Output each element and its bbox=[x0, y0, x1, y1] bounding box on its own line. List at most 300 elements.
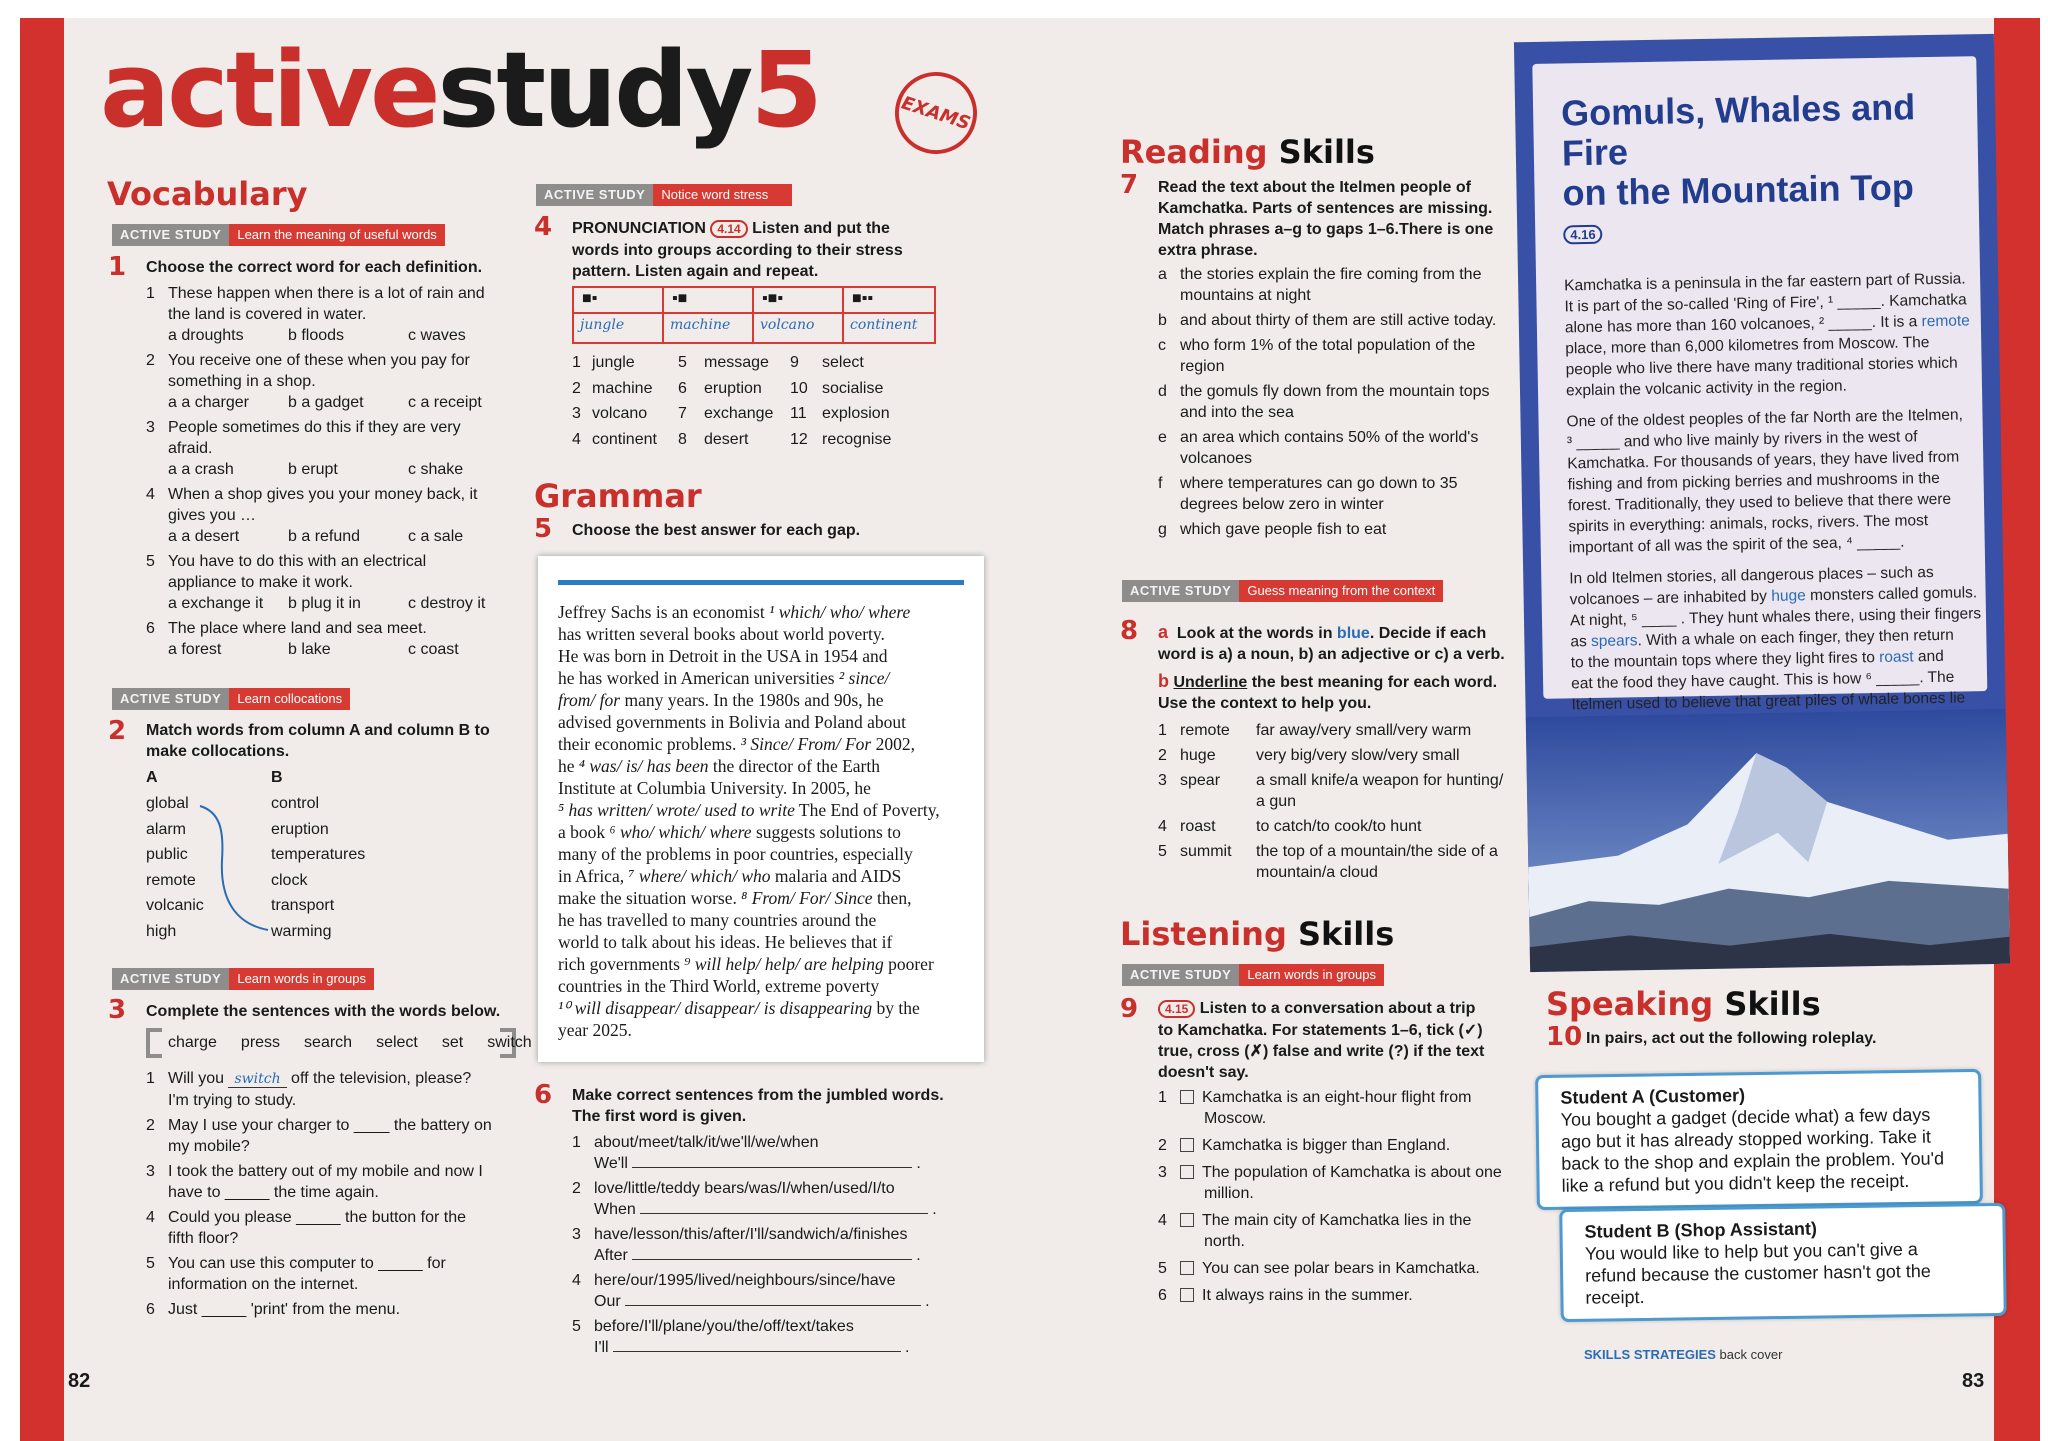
jumbled-item bbox=[572, 1316, 952, 1358]
phrase-text: and about thirty of them are still active today. bbox=[1180, 312, 1497, 329]
collocation-word[interactable]: transport bbox=[271, 897, 335, 914]
word-row bbox=[572, 429, 912, 455]
collocation-word[interactable]: clock bbox=[271, 871, 308, 889]
question-number: 1 bbox=[146, 285, 155, 302]
jumbled-item bbox=[572, 1270, 952, 1312]
article-line: explain the volcanic activity in the region. bbox=[1565, 377, 1848, 400]
column-a-head: A bbox=[146, 769, 158, 786]
meaning-item bbox=[1158, 841, 1518, 883]
meaning-body[interactable] bbox=[1256, 841, 1498, 883]
audio-track-badge[interactable]: 4.16 bbox=[1563, 225, 1603, 245]
meaning-word: remote bbox=[1180, 722, 1230, 739]
grammar-heading: Grammar bbox=[534, 477, 702, 515]
meaning-options[interactable]: very big/very slow/very small bbox=[1256, 747, 1460, 764]
phrase-item bbox=[1158, 381, 1518, 423]
instruction-line: 4.15 Listen to a conversation about a trip bbox=[1158, 998, 1484, 1020]
text-line: Jeffrey Sachs is an economist ¹ which/ who/ where bbox=[558, 602, 911, 622]
statement-line: north. bbox=[1204, 1233, 1245, 1250]
option-c[interactable]: c shake bbox=[408, 461, 464, 478]
collocation-word[interactable]: control bbox=[271, 795, 320, 812]
collocation-word[interactable]: remote bbox=[146, 871, 196, 889]
question-body bbox=[168, 484, 478, 547]
phrase-body bbox=[1180, 519, 1386, 540]
question-number: 3 bbox=[146, 419, 155, 436]
gap-choices[interactable]: ⁴ was/ is/ has been bbox=[578, 756, 709, 776]
question-item bbox=[146, 283, 526, 346]
statement-line: Moscow. bbox=[1204, 1110, 1267, 1127]
phrase-letter: b bbox=[1158, 312, 1167, 329]
jumbled-number: 1 bbox=[572, 1134, 581, 1151]
statement-item bbox=[1158, 1285, 1528, 1306]
statement-body bbox=[1180, 1162, 1502, 1204]
roleplay-line: receipt. bbox=[1585, 1286, 1645, 1308]
gap-choices[interactable]: ¹⁰ will disappear/ disappear/ is disappearing bbox=[558, 998, 873, 1018]
meaning-body[interactable] bbox=[1256, 770, 1503, 812]
phrase-letter: c bbox=[1158, 337, 1166, 354]
vocabulary-questions bbox=[146, 283, 526, 664]
text-line: Institute at Columbia University. In 2005, he bbox=[558, 778, 871, 798]
statement-line: million. bbox=[1204, 1185, 1254, 1202]
exercise-number: 9 bbox=[1120, 994, 1139, 1024]
sentence-body bbox=[168, 1207, 466, 1249]
answer-line[interactable]: After . bbox=[594, 1247, 921, 1264]
meaning-options[interactable]: a gun bbox=[1256, 793, 1297, 810]
option-c[interactable]: c a receipt bbox=[408, 394, 482, 411]
collocation-word[interactable]: public bbox=[146, 846, 188, 863]
collocation-word[interactable]: warming bbox=[271, 922, 332, 940]
text-line: ⁵ has written/ wrote/ used to write The End of Poverty, bbox=[558, 800, 940, 820]
highlighted-word[interactable]: remote bbox=[1921, 312, 1970, 331]
question-number: 5 bbox=[146, 553, 155, 570]
phrase-body bbox=[1180, 335, 1475, 377]
question-item bbox=[146, 350, 526, 413]
option-c[interactable]: c coast bbox=[408, 641, 459, 658]
stress-column bbox=[664, 288, 754, 342]
meaning-item bbox=[1158, 745, 1518, 766]
sentence-line: have to _____ the time again. bbox=[168, 1184, 379, 1201]
jumbled-item bbox=[572, 1224, 952, 1266]
option-c[interactable]: c destroy it bbox=[408, 595, 486, 612]
meaning-body[interactable] bbox=[1256, 720, 1471, 741]
statement-item bbox=[1158, 1210, 1528, 1252]
gap-choices[interactable]: ¹ which/ who/ where bbox=[769, 602, 911, 622]
pronunciation-word: desert bbox=[704, 430, 749, 448]
pronunciation-word: exchange bbox=[704, 405, 774, 422]
option-b[interactable]: b erupt bbox=[288, 461, 338, 478]
phrase-body bbox=[1180, 310, 1496, 331]
question-text: the land is covered in water. bbox=[168, 306, 367, 323]
phrase-item bbox=[1158, 264, 1518, 306]
meaning-number: 1 bbox=[1158, 722, 1167, 739]
highlighted-word[interactable]: huge bbox=[1771, 587, 1806, 606]
box-rule bbox=[558, 580, 964, 585]
roleplay-line: You bought a gadget (decide what) a few days bbox=[1560, 1104, 1931, 1130]
option-a[interactable]: a a charger bbox=[168, 394, 249, 411]
phrase-letter: g bbox=[1158, 521, 1167, 538]
sentence-line: fifth floor? bbox=[168, 1230, 239, 1247]
collocation-word[interactable]: volcanic bbox=[146, 897, 204, 914]
answer-options bbox=[168, 526, 478, 547]
exercise-instruction: Match words from column A and column B to make collocations. bbox=[146, 722, 490, 760]
option-a[interactable]: a a desert bbox=[168, 528, 240, 545]
gap-choices[interactable]: ² since/ bbox=[838, 668, 890, 688]
option-c[interactable]: c waves bbox=[408, 327, 466, 344]
jumbled-words: before/I'll/plane/you/the/off/text/takes bbox=[594, 1318, 854, 1335]
roleplay-line: ago but it has already stopped working. Take it bbox=[1560, 1126, 1932, 1152]
jumbled-body bbox=[594, 1132, 921, 1174]
article-line: alone has more than 160 volcanoes, ² _____. It is a remote bbox=[1564, 312, 1970, 337]
sentence-line: Just _____ 'print' from the menu. bbox=[168, 1301, 401, 1318]
exercise-number: 8 bbox=[1120, 616, 1139, 646]
phrase-text: the stories explain the fire coming from the bbox=[1180, 266, 1482, 283]
student-a-title: Student A (Customer) bbox=[1560, 1085, 1746, 1108]
word-number: 9 bbox=[790, 354, 799, 371]
phrase-list bbox=[1158, 264, 1518, 544]
left-red-margin bbox=[20, 18, 64, 1441]
question-text: afraid. bbox=[168, 440, 213, 457]
sentence-number: 4 bbox=[146, 1209, 155, 1226]
exercise-number: 6 bbox=[534, 1080, 553, 1110]
answer-start: I'll bbox=[594, 1339, 609, 1356]
answer-line[interactable]: Our . bbox=[594, 1293, 930, 1310]
sentence-item bbox=[146, 1207, 526, 1249]
jumbled-words: about/meet/talk/it/we'll/we/when bbox=[594, 1134, 819, 1151]
stress-pattern: ▪■▪ bbox=[754, 288, 842, 314]
word-box-word: charge bbox=[168, 1034, 217, 1051]
answer-checkbox[interactable] bbox=[1180, 1288, 1194, 1302]
question-number: 2 bbox=[146, 352, 155, 369]
column-b-head: B bbox=[271, 769, 283, 786]
article-line: ³ _____ and who live mainly by rivers in the west of bbox=[1566, 428, 1918, 452]
article-line: It is part of the so-called 'Ring of Fire', ¹ _____. Kamchatka bbox=[1564, 291, 1967, 316]
stress-example: jungle bbox=[580, 317, 625, 333]
meaning-options[interactable]: the top of a mountain/the side of a bbox=[1256, 843, 1498, 860]
page-number-right: 83 bbox=[1962, 1370, 1985, 1392]
question-number: 6 bbox=[146, 620, 155, 637]
option-b[interactable]: b lake bbox=[288, 641, 331, 658]
question-item bbox=[146, 618, 526, 660]
exercise-instruction bbox=[1158, 998, 1484, 1083]
jumbled-words: here/our/1995/lived/neighbours/since/have bbox=[594, 1272, 896, 1289]
sentence-line: I took the battery out of my mobile and now I bbox=[168, 1163, 483, 1180]
stress-pattern: ■▪ bbox=[574, 288, 662, 314]
exercise-instruction: In pairs, act out the following roleplay. bbox=[1586, 1030, 1877, 1047]
word-number: 8 bbox=[678, 430, 687, 448]
sentence-item bbox=[146, 1253, 526, 1295]
phrase-letter: f bbox=[1158, 475, 1163, 492]
answer-options bbox=[168, 639, 459, 660]
active-study-badge: ACTIVE STUDY Learn words in groups bbox=[112, 968, 374, 990]
answer-checkbox[interactable] bbox=[1180, 1261, 1194, 1275]
statement-item bbox=[1158, 1162, 1528, 1204]
answer-start: After bbox=[594, 1247, 628, 1264]
word-row bbox=[572, 352, 912, 378]
true-false-list bbox=[1158, 1087, 1528, 1312]
jumbled-item bbox=[572, 1178, 952, 1220]
option-c[interactable]: c a sale bbox=[408, 528, 464, 545]
collocation-word[interactable]: eruption bbox=[271, 820, 329, 838]
active-study-badge: ACTIVE STUDY Guess meaning from the context bbox=[1122, 580, 1443, 602]
article-line: people who live there have many traditional stories which bbox=[1565, 355, 1958, 379]
sentence-number: 6 bbox=[146, 1301, 155, 1318]
word-number: 7 bbox=[678, 405, 687, 422]
phrase-body bbox=[1180, 381, 1490, 423]
meaning-word: spear bbox=[1180, 772, 1221, 789]
student-b-title: Student B (Shop Assistant) bbox=[1584, 1218, 1818, 1242]
instruction-line: doesn't say. bbox=[1158, 1064, 1249, 1081]
gap-choices[interactable]: ⁵ has written/ wrote/ used to write bbox=[558, 800, 795, 820]
article-card bbox=[1532, 56, 1987, 714]
word-number: 1 bbox=[572, 354, 581, 371]
question-item bbox=[146, 484, 526, 547]
gap-choices[interactable]: ⁹ will help/ help/ are helping bbox=[684, 954, 884, 974]
sentence-line: Will you switch off the television, please? bbox=[168, 1070, 472, 1087]
answer-options bbox=[168, 459, 463, 480]
text-line: advised governments in Bolivia and Poland about bbox=[558, 712, 907, 732]
jumbled-number: 2 bbox=[572, 1180, 581, 1197]
jumbled-body bbox=[594, 1178, 937, 1220]
answer-blank[interactable] bbox=[613, 1337, 901, 1352]
pronunciation-word: select bbox=[822, 354, 864, 371]
sentence-item bbox=[146, 1115, 526, 1157]
statement-item bbox=[1158, 1087, 1528, 1129]
answer-checkbox[interactable] bbox=[1180, 1090, 1194, 1104]
sentence-line: May I use your charger to ____ the battery on bbox=[168, 1117, 492, 1134]
phrase-body bbox=[1180, 264, 1481, 306]
answer-options bbox=[168, 392, 482, 413]
sentence-number: 2 bbox=[146, 1117, 155, 1134]
gap-choices[interactable]: ⁶ who/ which/ where bbox=[609, 822, 752, 842]
exercise-number: 1 bbox=[108, 252, 127, 282]
phrase-text: degrees below zero in winter bbox=[1180, 496, 1384, 513]
meaning-options[interactable]: a small knife/a weapon for hunting/ bbox=[1256, 772, 1504, 789]
phrase-text: the gomuls fly down from the mountain tops bbox=[1180, 383, 1490, 400]
option-b[interactable]: b plug it in bbox=[288, 595, 361, 612]
answer-line[interactable]: I'll . bbox=[594, 1339, 910, 1356]
sentence-item bbox=[146, 1161, 526, 1203]
exercise-instruction: Make correct sentences from the jumbled words. The first word is given. bbox=[572, 1087, 944, 1125]
text-line: he has travelled to many countries around the bbox=[558, 910, 877, 930]
statement-body bbox=[1180, 1087, 1471, 1129]
word-row bbox=[572, 403, 912, 429]
phrase-text: who form 1% of the total population of the bbox=[1180, 337, 1476, 354]
skills-strategies-note: SKILLS STRATEGIES back cover bbox=[1584, 1347, 1783, 1362]
option-a[interactable]: a exchange it bbox=[168, 595, 264, 612]
pronunciation-word: jungle bbox=[592, 354, 635, 371]
text-line: has written several books about world poverty. bbox=[558, 624, 885, 644]
answer-options bbox=[168, 593, 485, 614]
exercise-number: 2 bbox=[108, 716, 127, 746]
exercise-instruction: PRONUNCIATION 4.14 Listen and put the words into groups according to their stress pattern. Listen again and repeat. bbox=[572, 220, 903, 280]
roleplay-line: You would like to help but you can't give a bbox=[1584, 1239, 1918, 1264]
instruction-line: Kamchatka. Parts of sentences are missing. bbox=[1158, 200, 1493, 217]
handwritten-answer: switch bbox=[228, 1071, 286, 1088]
question-body bbox=[168, 350, 482, 413]
sentence-line: information on the internet. bbox=[168, 1276, 359, 1293]
question-body bbox=[168, 551, 485, 614]
article-line: place, more than 6,000 kilometres from Moscow. The bbox=[1565, 334, 1930, 358]
collocation-word[interactable]: high bbox=[146, 922, 177, 940]
pronunciation-word: recognise bbox=[822, 430, 892, 448]
statement-number: 6 bbox=[1158, 1287, 1167, 1304]
exercise-instruction: Complete the sentences with the words below. bbox=[146, 1003, 501, 1020]
statement-body bbox=[1180, 1210, 1471, 1252]
instruction-line: true, cross (✗) false and write (?) if the text bbox=[1158, 1043, 1485, 1060]
answer-checkbox[interactable] bbox=[1180, 1213, 1194, 1227]
grammar-paragraph bbox=[558, 601, 964, 1041]
phrase-text: where temperatures can go down to 35 bbox=[1180, 475, 1458, 492]
option-b[interactable]: b a gadget bbox=[288, 394, 364, 411]
article-line: spirits in everything: animals, rocks, rivers. The most bbox=[1568, 512, 1929, 536]
text-line: year 2025. bbox=[558, 1020, 632, 1040]
highlighted-word[interactable]: spears bbox=[1590, 632, 1638, 651]
text-line: He was born in Detroit in the USA in 1954 and bbox=[558, 646, 888, 666]
exams-stamp: EXAMS bbox=[884, 61, 987, 164]
pronunciation-word: socialise bbox=[822, 379, 884, 397]
pronunciation-word: explosion bbox=[822, 405, 890, 422]
answer-checkbox[interactable] bbox=[1180, 1165, 1194, 1179]
statement-line: You can see polar bears in Kamchatka. bbox=[1180, 1258, 1480, 1279]
meaning-body[interactable] bbox=[1256, 816, 1421, 837]
option-a[interactable]: a droughts bbox=[168, 327, 244, 344]
text-line: a book ⁶ who/ which/ where suggests solutions to bbox=[558, 822, 901, 842]
meaning-item bbox=[1158, 770, 1518, 812]
word-number: 3 bbox=[572, 405, 581, 422]
student-b-card bbox=[1559, 1203, 2007, 1322]
stress-column bbox=[574, 288, 664, 342]
collocation-word[interactable]: global bbox=[146, 795, 189, 812]
text-line: world to talk about his ideas. He believes that if bbox=[558, 932, 893, 952]
word-number: 6 bbox=[678, 379, 687, 397]
exercise-number: 7 bbox=[1120, 170, 1139, 200]
answer-start: We'll bbox=[594, 1155, 628, 1172]
option-a[interactable]: a forest bbox=[168, 641, 222, 658]
stress-column bbox=[754, 288, 844, 342]
statement-body bbox=[1180, 1258, 1480, 1279]
answer-line[interactable]: We'll . bbox=[594, 1155, 921, 1172]
text-line: he ⁴ was/ is/ has been the director of the Earth bbox=[558, 756, 880, 776]
answer-start: Our bbox=[594, 1293, 621, 1310]
statement-number: 2 bbox=[1158, 1137, 1167, 1154]
meaning-options[interactable]: to catch/to cook/to hunt bbox=[1256, 818, 1422, 835]
exercise-instruction bbox=[1158, 177, 1493, 261]
phrase-text: and into the sea bbox=[1180, 404, 1294, 421]
word-number: 5 bbox=[678, 354, 687, 371]
word-number: 4 bbox=[572, 430, 581, 448]
answer-line[interactable]: When . bbox=[594, 1201, 937, 1218]
gap-choices[interactable]: ⁸ From/ For/ Since bbox=[741, 888, 873, 908]
meaning-options[interactable]: mountain/a cloud bbox=[1256, 864, 1378, 881]
word-row bbox=[572, 378, 912, 404]
roleplay-line: refund because the customer hasn't got the bbox=[1585, 1260, 1931, 1286]
highlighted-word[interactable]: roast bbox=[1879, 648, 1914, 667]
pronunciation-word: machine bbox=[592, 379, 653, 397]
statement-number: 5 bbox=[1158, 1260, 1167, 1277]
question-text: People sometimes do this if they are very bbox=[168, 419, 461, 436]
phrase-body bbox=[1180, 473, 1458, 515]
article-line: important of all was the spirit of the sea, ⁴ _____. bbox=[1568, 534, 1905, 557]
article-line: volcanoes – are inhabited by huge monsters called gomuls. bbox=[1569, 584, 1978, 609]
word-box-word: select bbox=[376, 1034, 418, 1051]
meaning-body[interactable] bbox=[1256, 745, 1460, 766]
phrase-text: mountains at night bbox=[1180, 287, 1311, 304]
jumbled-number: 3 bbox=[572, 1226, 581, 1243]
text-line: many of the problems in poor countries, especially bbox=[558, 844, 913, 864]
sentence-line: You can use this computer to _____ for bbox=[168, 1255, 446, 1272]
word-box-word: switch bbox=[487, 1034, 532, 1051]
text-line: rich governments ⁹ will help/ help/ are helping poorer bbox=[558, 954, 934, 974]
statement-number: 1 bbox=[1158, 1089, 1167, 1106]
phrase-text: which gave people fish to eat bbox=[1180, 521, 1387, 538]
article-line: forest. Traditionally, they used to believe that there were bbox=[1567, 491, 1952, 515]
instruction-line: Match phrases a–g to gaps 1–6.There is one bbox=[1158, 221, 1494, 238]
gap-choices[interactable]: ³ Since/ From/ For bbox=[740, 734, 872, 754]
roleplay-line: back to the shop and explain the problem. You'd bbox=[1561, 1148, 1945, 1174]
option-b[interactable]: b a refund bbox=[288, 528, 361, 545]
statement-line: Kamchatka is bigger than England. bbox=[1180, 1135, 1450, 1156]
answer-blank[interactable] bbox=[632, 1153, 912, 1168]
article-line: to the mountain tops where they light fires to roast and bbox=[1570, 648, 1944, 672]
answer-checkbox[interactable] bbox=[1180, 1138, 1194, 1152]
meaning-options[interactable]: far away/very small/very warm bbox=[1256, 722, 1472, 739]
meaning-number: 3 bbox=[1158, 772, 1167, 789]
answer-blank[interactable] bbox=[640, 1199, 928, 1214]
collocation-word[interactable]: temperatures bbox=[271, 846, 366, 863]
article-line: At night, ⁵ ____ . They hunt whales there, using their fingers bbox=[1569, 605, 1982, 630]
word-number: 10 bbox=[790, 379, 808, 397]
text-line: countries in the Third World, extreme poverty bbox=[558, 976, 880, 996]
article-line: fishing and from picking berries and mushrooms in the bbox=[1567, 470, 1940, 494]
meaning-item bbox=[1158, 720, 1518, 741]
stress-pattern: ▪■ bbox=[664, 288, 752, 314]
question-body bbox=[168, 618, 459, 660]
article-line: One of the oldest peoples of the far North are the Itelmen, bbox=[1566, 406, 1964, 431]
question-text: gives you … bbox=[168, 507, 257, 524]
phrase-item bbox=[1158, 427, 1518, 469]
option-a[interactable]: a a crash bbox=[168, 461, 234, 478]
answer-blank[interactable] bbox=[632, 1245, 912, 1260]
stress-pattern: ■▪▪ bbox=[844, 288, 934, 314]
instruction-line: Read the text about the Itelmen people of bbox=[1158, 179, 1471, 196]
question-text: These happen when there is a lot of rain and bbox=[168, 285, 485, 302]
question-text: something in a shop. bbox=[168, 373, 316, 390]
collocation-word[interactable]: alarm bbox=[146, 820, 187, 838]
pronunciation-word-list bbox=[572, 352, 912, 454]
grammar-text-box bbox=[538, 556, 984, 1062]
answer-blank[interactable] bbox=[625, 1291, 921, 1306]
text-line: he has worked in American universities ² since/ bbox=[558, 668, 890, 688]
sentence-number: 5 bbox=[146, 1255, 155, 1272]
article-line: In old Itelmen stories, all dangerous places – such as bbox=[1569, 564, 1934, 588]
option-b[interactable]: b floods bbox=[288, 327, 345, 344]
meaning-word: summit bbox=[1180, 843, 1232, 860]
question-number: 4 bbox=[146, 486, 155, 503]
gap-choices[interactable]: ⁷ where/ which/ who bbox=[628, 866, 771, 886]
stress-column bbox=[844, 288, 934, 342]
jumbled-sentences bbox=[572, 1132, 952, 1362]
meaning-number: 4 bbox=[1158, 818, 1167, 835]
pronunciation-word: eruption bbox=[704, 379, 762, 397]
student-a-text bbox=[1561, 1103, 1958, 1197]
page-number-left: 82 bbox=[68, 1370, 91, 1392]
audio-track-badge[interactable]: 4.14 bbox=[710, 220, 747, 238]
audio-track-badge[interactable]: 4.15 bbox=[1158, 1000, 1195, 1018]
answer-start: When bbox=[594, 1201, 636, 1218]
meaning-word: roast bbox=[1180, 818, 1216, 835]
sentence-item bbox=[146, 1068, 526, 1111]
vocabulary-heading: Vocabulary bbox=[107, 175, 308, 213]
gap-choices[interactable]: from/ for bbox=[558, 690, 621, 710]
